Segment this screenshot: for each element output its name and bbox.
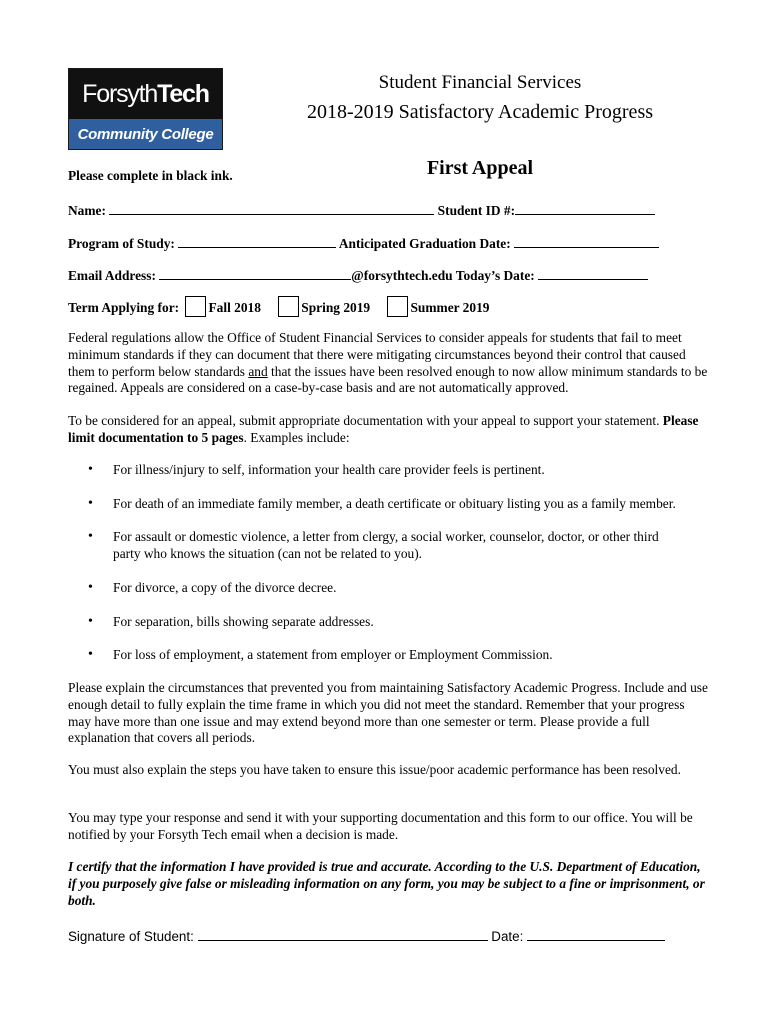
underlined-and: and: [248, 363, 268, 379]
fall-2018-label: Fall 2018: [208, 300, 261, 315]
page-limit-note: Please limit documentation to 5 pages: [68, 413, 699, 445]
fall-2018-checkbox[interactable]: [185, 296, 206, 317]
signature-field[interactable]: [198, 927, 488, 941]
todays-date-field[interactable]: [538, 266, 648, 280]
spring-2019-checkbox[interactable]: [278, 296, 299, 317]
federal-regulations-paragraph: Federal regulations allow the Office of Student Financial Services to consider appeals for students that fail to meet minimum standards if they can document that there were mitigating circumstances beyond their control that caused them to perform below standards and that the issues have been resolved enough to now allow minimum standards to be regained. Appeals are considered on a case-by-case basis and are not automatically approved.: [68, 330, 708, 396]
signature-date-field[interactable]: [527, 927, 665, 941]
document-page: Forsyth Tech Community College Student Financial Services 2018-2019 Satisfactory Academic Progress First Appeal Please complete in black ink. Name: Student ID #: Program of Study: Anticipated Graduation Date: Email Address: @forsythtech.edu Today’s Date: Term Applying for: Fall 2018 Spring 2019 Summer 2019 Federal regulations allow the Office of Student Financial Services to consider appeals for students that fail to meet minimum standards if they can document that there were mitigating circumstances beyond their control that caused them to perform below standards and that the issues have been resolved enough to now allow minimum standards to be regained. Appeals are considered on a case-by-case basis and are not automatically approved. To be considered for an appeal, submit appropriate documentation with your appeal to support your statement. Please limit documentation to 5 pages. Examples include: • For illness/injury to self, information your health care provider feels is pertinent. • For death of an immediate family member, a death certificate or obituary listing you as a family member. • For assault or domestic violence, a letter from clergy, a social worker, counselor, doctor, or other third party who knows the situation (can not be related to you). • For divorce, a copy of the divorce decree. • For separation, bills showing separate addresses. • For loss of employment, a statement from employer or Employment Commission. Please explain the circumstances that prevented you from maintaining Satisfactory Academic Progress. Include and use enough detail to fully explain the time frame in which you did not meet the standard. Remember that your progress may have more than one issue and may extend beyond more than one semester or term. Please provide a full explanation that covers all periods. You must also explain the steps you have taken to ensure this issue/poor academic performance has been resolved. You may type your response and send it with your supporting documentation and this form to our office. You will be notified by your Forsyth Tech email when a decision is made. I certify that the information I have provided is true and accurate. According to the U.S. Department of Education, if you purposely give false or misleading information on any form, you may be subject to a fine or imprisonment, or both. Signature of Student: Date:: [0, 0, 770, 1024]
bullet-icon: •: [88, 647, 93, 662]
bullet-icon: •: [88, 580, 93, 595]
term-label: Term Applying for:: [68, 300, 180, 315]
department-heading: Student Financial Services: [378, 72, 582, 93]
summer-2019-checkbox[interactable]: [387, 296, 408, 317]
steps-paragraph: You must also explain the steps you have taken to ensure this issue/poor academic performance has been resolved.: [68, 762, 681, 777]
email-label: Email Address:: [68, 268, 156, 283]
certification-statement: I certify that the information I have provided is true and accurate. According to the U.S. Department of Education, if you purposely give false or misleading information on any form, you may be subject to a fine or imprisonment, or both.: [68, 859, 705, 908]
documentation-paragraph: To be considered for an appeal, submit appropriate documentation with your appeal to support your statement. Please limit documentation to 5 pages. Examples include:: [68, 413, 699, 445]
term-row: [68, 296, 489, 317]
forsyth-tech-logo: [68, 68, 223, 150]
student-id-label: Student ID #:: [437, 203, 516, 218]
signature-row: [68, 927, 665, 944]
form-title: 2018-2019 Satisfactory Academic Progress: [306, 101, 654, 123]
logo-text-community-college: Community College: [69, 119, 222, 149]
bullet-icon: •: [88, 462, 93, 477]
submission-paragraph: You may type your response and send it with your supporting documentation and this form to our office. You will be notified by your Forsyth Tech email when a decision is made.: [68, 810, 693, 842]
program-label: Program of Study:: [68, 236, 175, 251]
logo-text-tech: Tech: [157, 79, 209, 108]
signature-date-label: Date:: [491, 929, 524, 944]
logo-text-forsyth: Forsyth: [82, 79, 158, 108]
todays-date-label: Today’s Date:: [455, 268, 535, 283]
email-row: [68, 266, 648, 284]
bullet-icon: •: [88, 614, 93, 629]
ink-note: Please complete in black ink.: [68, 168, 233, 183]
bullet-icon: •: [88, 496, 93, 511]
signature-label: Signature of Student:: [68, 929, 194, 944]
email-field[interactable]: [159, 266, 351, 280]
explain-paragraph: Please explain the circumstances that prevented you from maintaining Satisfactory Academic Progress. Include and use enough detail to fully explain the time frame in which you did not meet the standard. Remember that your progress may have more than one issue and may extend beyond more than one semester or term. Please provide a full explanation that covers all periods.: [68, 680, 708, 746]
bullet-icon: •: [88, 529, 93, 544]
email-domain: @forsythtech.edu: [351, 268, 453, 283]
grad-date-label: Anticipated Graduation Date:: [338, 236, 511, 251]
summer-2019-label: Summer 2019: [410, 300, 490, 315]
program-field[interactable]: [178, 234, 336, 248]
appeal-heading: First Appeal: [426, 157, 534, 179]
name-field[interactable]: [109, 201, 434, 215]
spring-2019-label: Spring 2019: [301, 300, 371, 315]
program-row: [68, 234, 659, 252]
grad-date-field[interactable]: [514, 234, 659, 248]
student-id-field[interactable]: [515, 201, 655, 215]
name-label: Name:: [68, 203, 106, 218]
name-row: [68, 201, 655, 219]
